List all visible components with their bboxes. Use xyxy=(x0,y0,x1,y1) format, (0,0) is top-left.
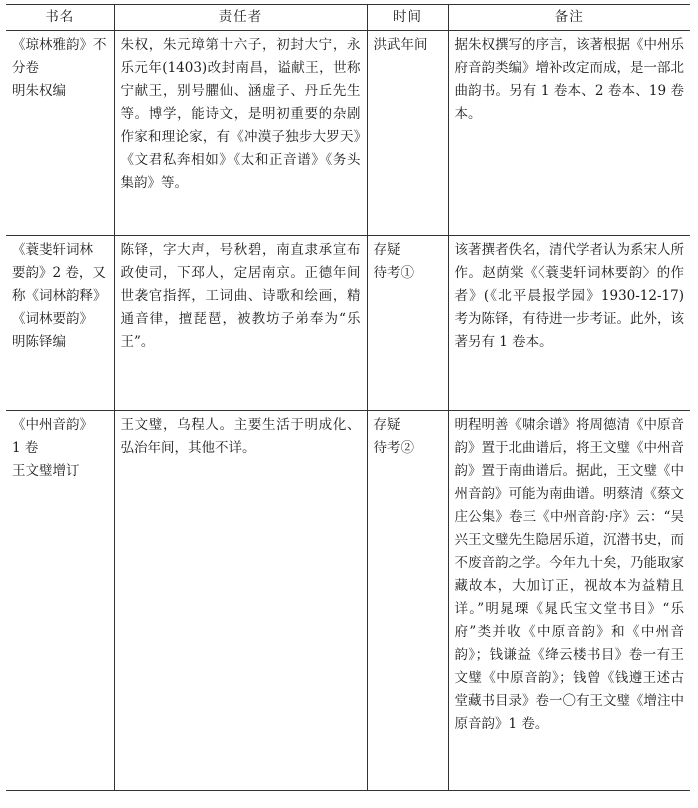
author-cell xyxy=(114,31,367,236)
header-author: 责任者 xyxy=(114,5,367,31)
author-cell xyxy=(114,236,367,411)
time-line: 洪武年间 xyxy=(373,37,428,53)
author-text: 陈铎，字大声，号秋碧，南直隶承宣布政使司，下邳人，定居南京。正德年间世袭官指挥，工词曲、诗歌和绘画，精通音律，擅琵琶，被教坊子弟奉为“乐王”。 xyxy=(120,242,361,350)
table-header xyxy=(6,5,690,31)
header-row xyxy=(6,5,690,31)
author-text: 朱权，朱元璋第十六子，初封大宁，永乐元年(1403)改封南昌，谥献王，世称宁献王，别号臞仙、涵虚子、丹丘先生等。博学，能诗文，是明初重要的杂剧作家和理论家，有《冲漠子独步大罗天》《文君私奔相如》《太和正音谱》《务头集韵》等。 xyxy=(120,37,361,191)
title-line: 称《词林韵释》 xyxy=(12,288,107,304)
table-row xyxy=(6,236,690,411)
table-row xyxy=(6,411,690,791)
note-cell xyxy=(448,31,690,236)
title-line: 《词林要韵》 xyxy=(12,311,93,327)
header-note: 备注 xyxy=(448,5,690,31)
note-text: 该著撰者佚名，清代学者认为系宋人所作。赵荫棠《〈蓑斐轩词林要韵〉的作者》(《北平晨报学园》1930-12-17)考为陈铎，有待进一步考证。此外，该著另有 1 卷本。 xyxy=(454,242,684,350)
note-cell xyxy=(448,411,690,791)
time-cell xyxy=(367,411,448,791)
author-text: 王文璧，乌程人。主要生活于明成化、弘治年间，其他不详。 xyxy=(120,417,361,456)
time-line: 待考② xyxy=(373,440,414,456)
time-line: 存疑 xyxy=(373,242,401,258)
title-line: 明陈铎编 xyxy=(12,334,66,350)
title-line: 要韵》2 卷，又 xyxy=(12,265,106,281)
header-title: 书名 xyxy=(6,5,114,31)
note-cell xyxy=(448,236,690,411)
title-line: 《蓑斐轩词林 xyxy=(12,242,93,258)
time-line: 待考① xyxy=(373,265,414,281)
title-line: 《中州音韵》 xyxy=(12,417,93,433)
header-time: 时间 xyxy=(367,5,448,31)
table-row xyxy=(6,31,690,236)
title-cell xyxy=(6,411,114,791)
bibliography-table xyxy=(6,4,690,791)
author-cell xyxy=(114,411,367,791)
title-cell xyxy=(6,236,114,411)
title-line: 王文璧增订 xyxy=(12,463,80,479)
time-cell xyxy=(367,236,448,411)
title-line: 《琼林雅韵》不 xyxy=(12,37,107,53)
title-line: 分卷 xyxy=(12,60,39,76)
time-cell xyxy=(367,31,448,236)
time-line: 存疑 xyxy=(373,417,401,433)
title-cell xyxy=(6,31,114,236)
title-line: 1 卷 xyxy=(12,440,39,456)
note-text: 据朱权撰写的序言，该著根据《中州乐府音韵类编》增补改定而成，是一部北曲韵书。另有 1 卷本、2 卷本、19 卷本。 xyxy=(454,37,684,122)
note-text: 明程明善《啸余谱》将周德清《中原音韵》置于北曲谱后，将王文璧《中州音韵》置于南曲谱后。据此，王文璧《中州音韵》可能为南曲谱。明蔡清《蔡文庄公集》卷三《中州音韵·序》云：“吴兴王文璧先生隐居乐道，沉潜书史，而不废音韵之学。今年九十矣，乃能取家藏故本，大加订正，视故本为益精且详。”明晁瑮《晁氏宝文堂书目》“乐府”类并收《中原音韵》和《中州音韵》；钱谦益《绛云楼书目》卷一有王文璧《中原音韵》；钱曾《钱遵王述古堂藏书目录》卷一〇有王文璧《增注中原音韵》1 卷。 xyxy=(454,417,684,732)
title-line: 明朱权编 xyxy=(12,83,66,99)
